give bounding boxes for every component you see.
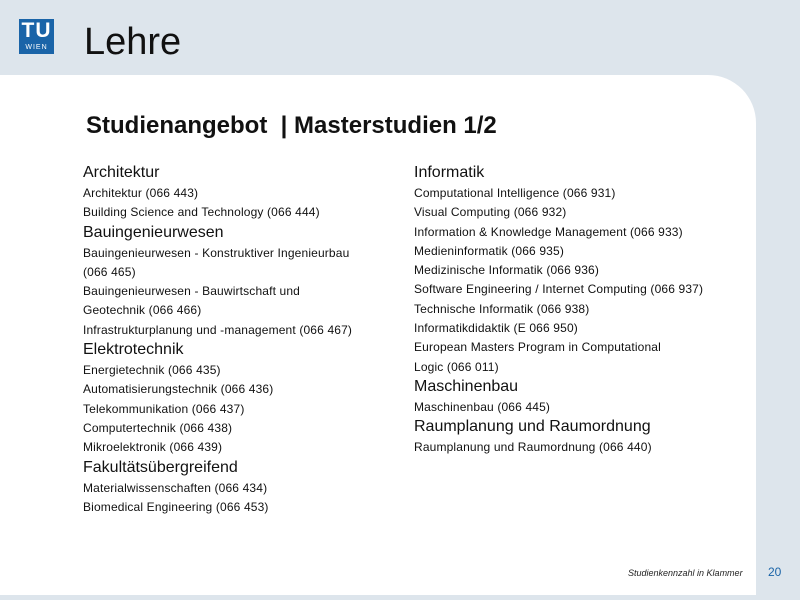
section-title: Informatik: [414, 164, 485, 181]
program-item: Software Engineering / Internet Computing (066 937): [414, 282, 704, 297]
right-column: [414, 163, 744, 458]
program-item: Information & Knowledge Management (066 933): [414, 224, 683, 239]
program-item: Energietechnik (066 435): [83, 363, 221, 378]
program-section: [83, 163, 398, 223]
program-item: Geotechnik (066 466): [83, 303, 202, 318]
program-item: Bauingenieurwesen - Konstruktiver Ingenieurbau: [83, 245, 350, 260]
left-column: [83, 163, 398, 517]
program-item: Raumplanung und Raumordnung (066 440): [414, 440, 652, 455]
program-item: (066 465): [83, 264, 136, 279]
slide-heading: Studienangebot | Masterstudien 1/2: [86, 112, 497, 139]
program-item: Bauingenieurwesen - Bauwirtschaft und: [83, 284, 301, 299]
program-item: Medizinische Informatik (066 936): [414, 263, 600, 278]
program-item: European Masters Program in Computational: [414, 340, 661, 355]
program-item: Mikroelektronik (066 439): [83, 440, 223, 455]
program-item: Technische Informatik (066 938): [414, 301, 590, 316]
program-section: [414, 417, 744, 457]
logo-text-bottom: WIEN: [25, 44, 48, 51]
section-title: Raumplanung und Raumordnung: [414, 418, 651, 436]
footer-note: Studienkennzahl in Klammer: [628, 568, 743, 578]
program-item: Informatikdidaktik (E 066 950): [414, 321, 578, 336]
program-section: [83, 340, 398, 457]
program-item: Telekommunikation (066 437): [83, 401, 245, 416]
program-item: Infrastrukturplanung und -management (066 467): [83, 322, 353, 337]
page-number: 20: [768, 565, 782, 579]
section-title: Elektrotechnik: [83, 341, 184, 359]
program-item: Logic (066 011): [414, 359, 499, 374]
section-title: Maschinenbau: [414, 377, 519, 395]
logo-text-top: TU: [21, 19, 52, 42]
program-item: Maschinenbau (066 445): [414, 399, 551, 414]
program-item: Building Science and Technology (066 444): [83, 205, 320, 220]
program-section: [83, 458, 398, 518]
header-title: Lehre: [84, 21, 182, 63]
program-item: Computertechnik (066 438): [83, 420, 233, 435]
program-item: Architektur (066 443): [83, 186, 199, 200]
program-item: Materialwissenschaften (066 434): [83, 480, 268, 495]
program-item: Biomedical Engineering (066 453): [83, 499, 269, 514]
section-title: Architektur: [83, 164, 160, 181]
program-item: Medieninformatik (066 935): [414, 243, 564, 258]
program-item: Automatisierungstechnik (066 436): [83, 382, 274, 397]
program-section: [83, 223, 398, 340]
tu-wien-logo: [19, 19, 54, 54]
program-item: Computational Intelligence (066 931): [414, 186, 616, 200]
program-section: [414, 377, 744, 417]
program-item: Visual Computing (066 932): [414, 205, 567, 220]
section-title: Bauingenieurwesen: [83, 223, 224, 241]
program-section: [414, 163, 744, 377]
section-title: Fakultätsübergreifend: [83, 458, 238, 476]
